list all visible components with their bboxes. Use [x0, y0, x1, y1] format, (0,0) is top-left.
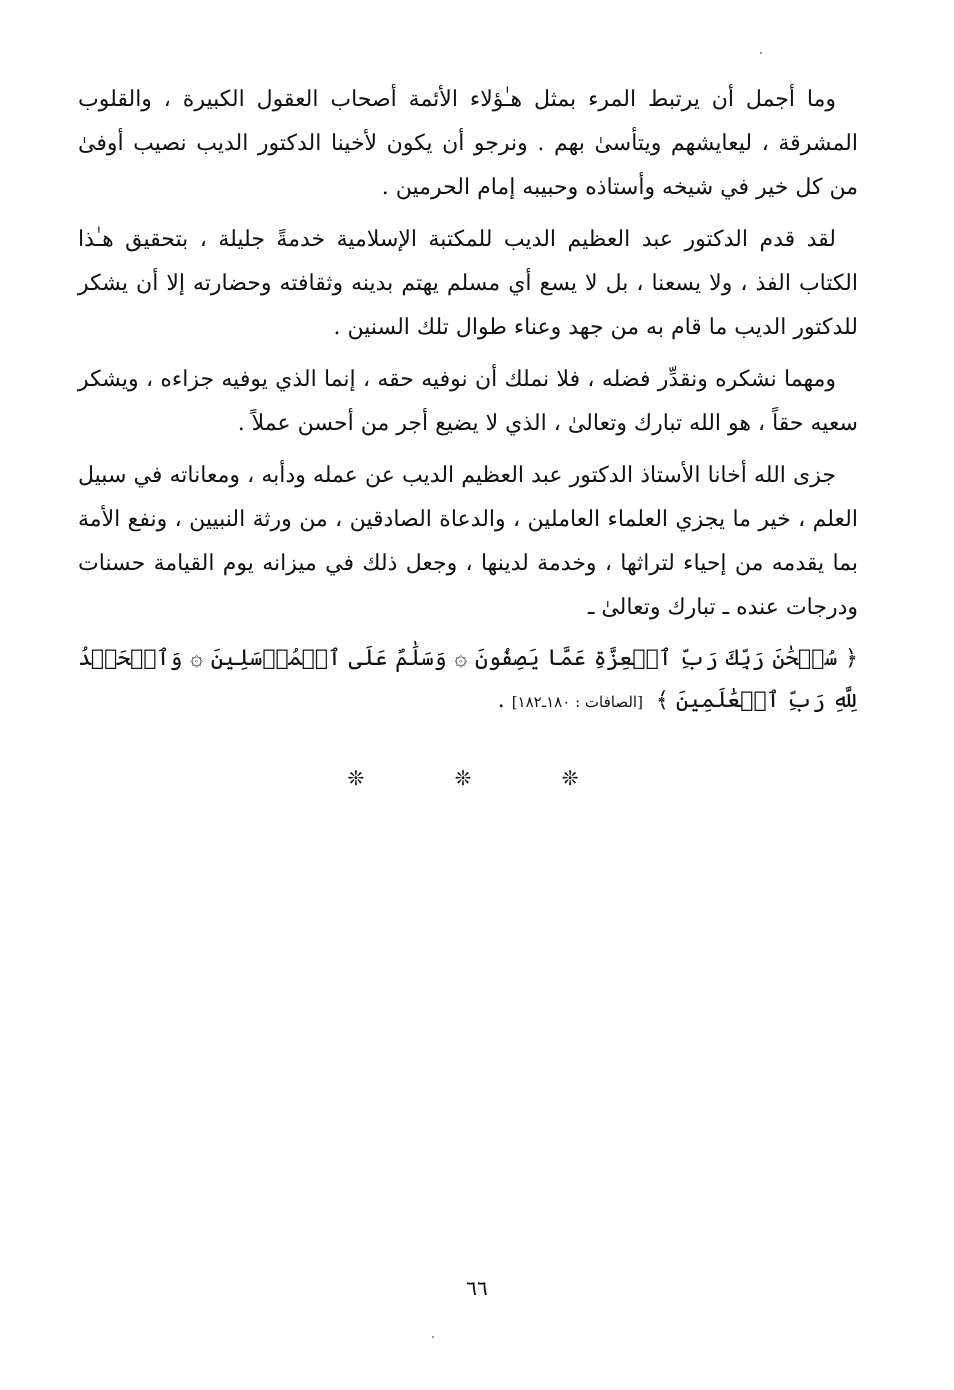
- verse-close-bracket: ﴾: [655, 688, 669, 713]
- separator-star: ❊: [347, 766, 393, 790]
- paragraph-4: جزى الله أخانا الأستاذ الدكتور عبد العظيم الديب عن عمله ودأبه ، ومعاناته في سبيل العلم ، خير ما يجزي العلماء العاملين ، والدعاة الصادقين ، من ورثة النبيين ، ونفع الأمة بما يقدمه من إحياء لتراثها ، وخدمة لدينها ، وجعل ذلك في ميزانه يوم القيامة حسنات ودرجات عنده ـ تبارك وتعالىٰ ـ: [78, 463, 858, 620]
- scan-speck: [760, 52, 762, 54]
- scan-speck: [432, 1336, 434, 1338]
- verse-reference: [الصافات : ١٨٠ـ١٨٢]: [511, 693, 643, 711]
- paragraph-2: لقد قدم الدكتور عبد العظيم الديب للمكتبة الإسلامية خدمةً جليلة ، بتحقيق هـٰذا الكتاب الفذ ، ولا يسعنا ، بل لا يسع أي مسلم يهتم بدينه وثقافته وحضارته إلا أن يشكر للدكتور الديب ما قام به من جهد وعناء طوال تلك السنين .: [78, 227, 858, 340]
- body-text: [78, 78, 858, 723]
- quran-verse: [78, 638, 858, 723]
- paragraph-1: وما أجمل أن يرتبط المرء بمثل هـٰؤلاء الأئمة أصحاب العقول الكبيرة ، والقلوب المشرقة ، ليعايشهم ويتأسىٰ بهم . ونرجو أن يكون لأخينا الدكتور الديب نصيب أوفىٰ من كل خير في شيخه وأستاذه وحبيبه إمام الحرمين .: [78, 87, 858, 200]
- page-number: ٦٦: [466, 1276, 488, 1300]
- verse-end: .: [497, 688, 505, 713]
- verse-text: سُبۡحَٰنَ رَبِّكَ رَبِّ ٱلۡعِزَّةِ عَمَّا يَصِفُونَ ۞ وَسَلَٰمٌ عَلَى ٱلۡمُرۡسَلِينَ ۞ وَٱلۡحَمۡدُ لِلَّهِ رَبِّ ٱلۡعَٰلَمِينَ: [78, 646, 858, 713]
- verse-open-bracket: ﴿: [845, 646, 858, 671]
- separator-star: ❊: [561, 766, 607, 790]
- section-separator: [0, 766, 954, 790]
- separator-star: ❊: [454, 766, 500, 790]
- paragraph-3: ومهما نشكره ونقدِّر فضله ، فلا نملك أن نوفيه حقه ، إنما الذي يوفيه جزاءه ، ويشكر سعيه حقاً ، هو الله تبارك وتعالىٰ ، الذي لا يضيع أجر من أحسن عملاً .: [78, 367, 858, 436]
